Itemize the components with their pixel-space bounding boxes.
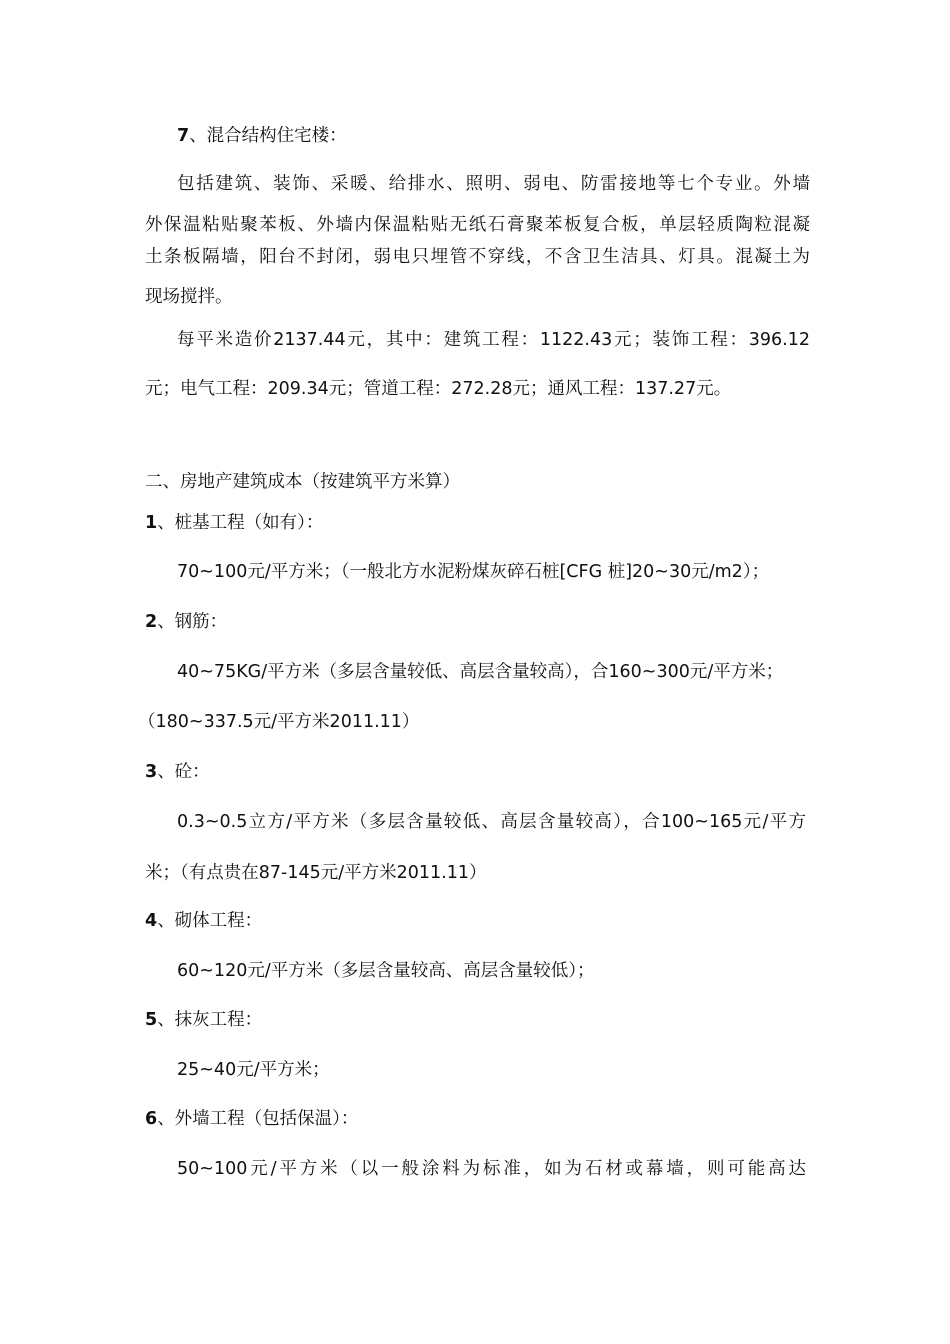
item-1-title: 、桩基工程（如有）： <box>157 513 324 533</box>
item-2-title: 、钢筋： <box>157 612 228 632</box>
item-4-line-1: 60~120元/平方米（多层含量较高、高层含量较低）； <box>177 961 595 981</box>
item-2-line-1: 40~75KG/平方米（多层含量较低、高层含量较高），合160~300元/平方米； <box>177 662 784 682</box>
section7-heading <box>177 124 842 148</box>
section7-desc-line-3: 土条板隔墙，阳台不封闭，弱电只埋管不穿线，不含卫生洁具、灯具。混凝土为 <box>145 247 810 267</box>
item-6-line-1: 50~100元/平方米（以一般涂料为标准，如为石材或幕墙，则可能高达 <box>177 1159 806 1179</box>
item-1-line-1: 70~100元/平方米；（一般北方水泥粉煤灰碎石桩[CFG 桩]20~30元/m2）； <box>177 562 770 582</box>
item-6-title: 、外墙工程（包括保温）： <box>157 1109 359 1129</box>
item-4-number: 4 <box>145 911 158 931</box>
item-1-number: 1 <box>145 513 158 533</box>
section7-desc-line-1: 包括建筑、装饰、采暖、给排水、照明、弱电、防雷接地等七个专业。外墙 <box>177 174 810 194</box>
item-2-line-2: （180~337.5元/平方米2011.11） <box>138 712 420 732</box>
section7-cost-line-1: 每平米造价2137.44元，其中：建筑工程：1122.43元；装饰工程：396.12 <box>177 330 810 350</box>
item-5-heading <box>145 1008 810 1032</box>
item-5-number: 5 <box>145 1010 158 1030</box>
section7-desc-line-4: 现场搅拌。 <box>145 287 233 307</box>
item-3-line-2: 米；（有点贵在87-145元/平方米2011.11） <box>145 863 487 883</box>
item-3-title: 、砼： <box>157 762 210 782</box>
section7-desc-line-2: 外保温粘贴聚苯板、外墙内保温粘贴无纸石膏聚苯板复合板，单层轻质陶粒混凝 <box>145 215 810 235</box>
item-5-title: 、抹灰工程： <box>157 1010 263 1030</box>
section2-heading: 二、房地产建筑成本（按建筑平方米算） <box>145 472 460 492</box>
item-3-heading <box>145 760 810 784</box>
item-2-number: 2 <box>145 612 158 632</box>
item-6-number: 6 <box>145 1109 158 1129</box>
item-4-heading <box>145 909 810 933</box>
item-2-heading <box>145 610 810 634</box>
item-3-line-1: 0.3~0.5立方/平方米（多层含量较低、高层含量较高），合100~165元/平方 <box>177 812 806 832</box>
item-6-heading <box>145 1107 810 1131</box>
item-5-line-1: 25~40元/平方米； <box>177 1060 330 1080</box>
section7-cost-line-2: 元；电气工程：209.34元；管道工程：272.28元；通风工程：137.27元。 <box>145 379 732 399</box>
item-4-title: 、砌体工程： <box>157 911 263 931</box>
section7-title: 、混合结构住宅楼： <box>189 126 347 146</box>
section7-number: 7 <box>177 126 190 146</box>
item-1-heading <box>145 511 810 535</box>
item-3-number: 3 <box>145 762 158 782</box>
